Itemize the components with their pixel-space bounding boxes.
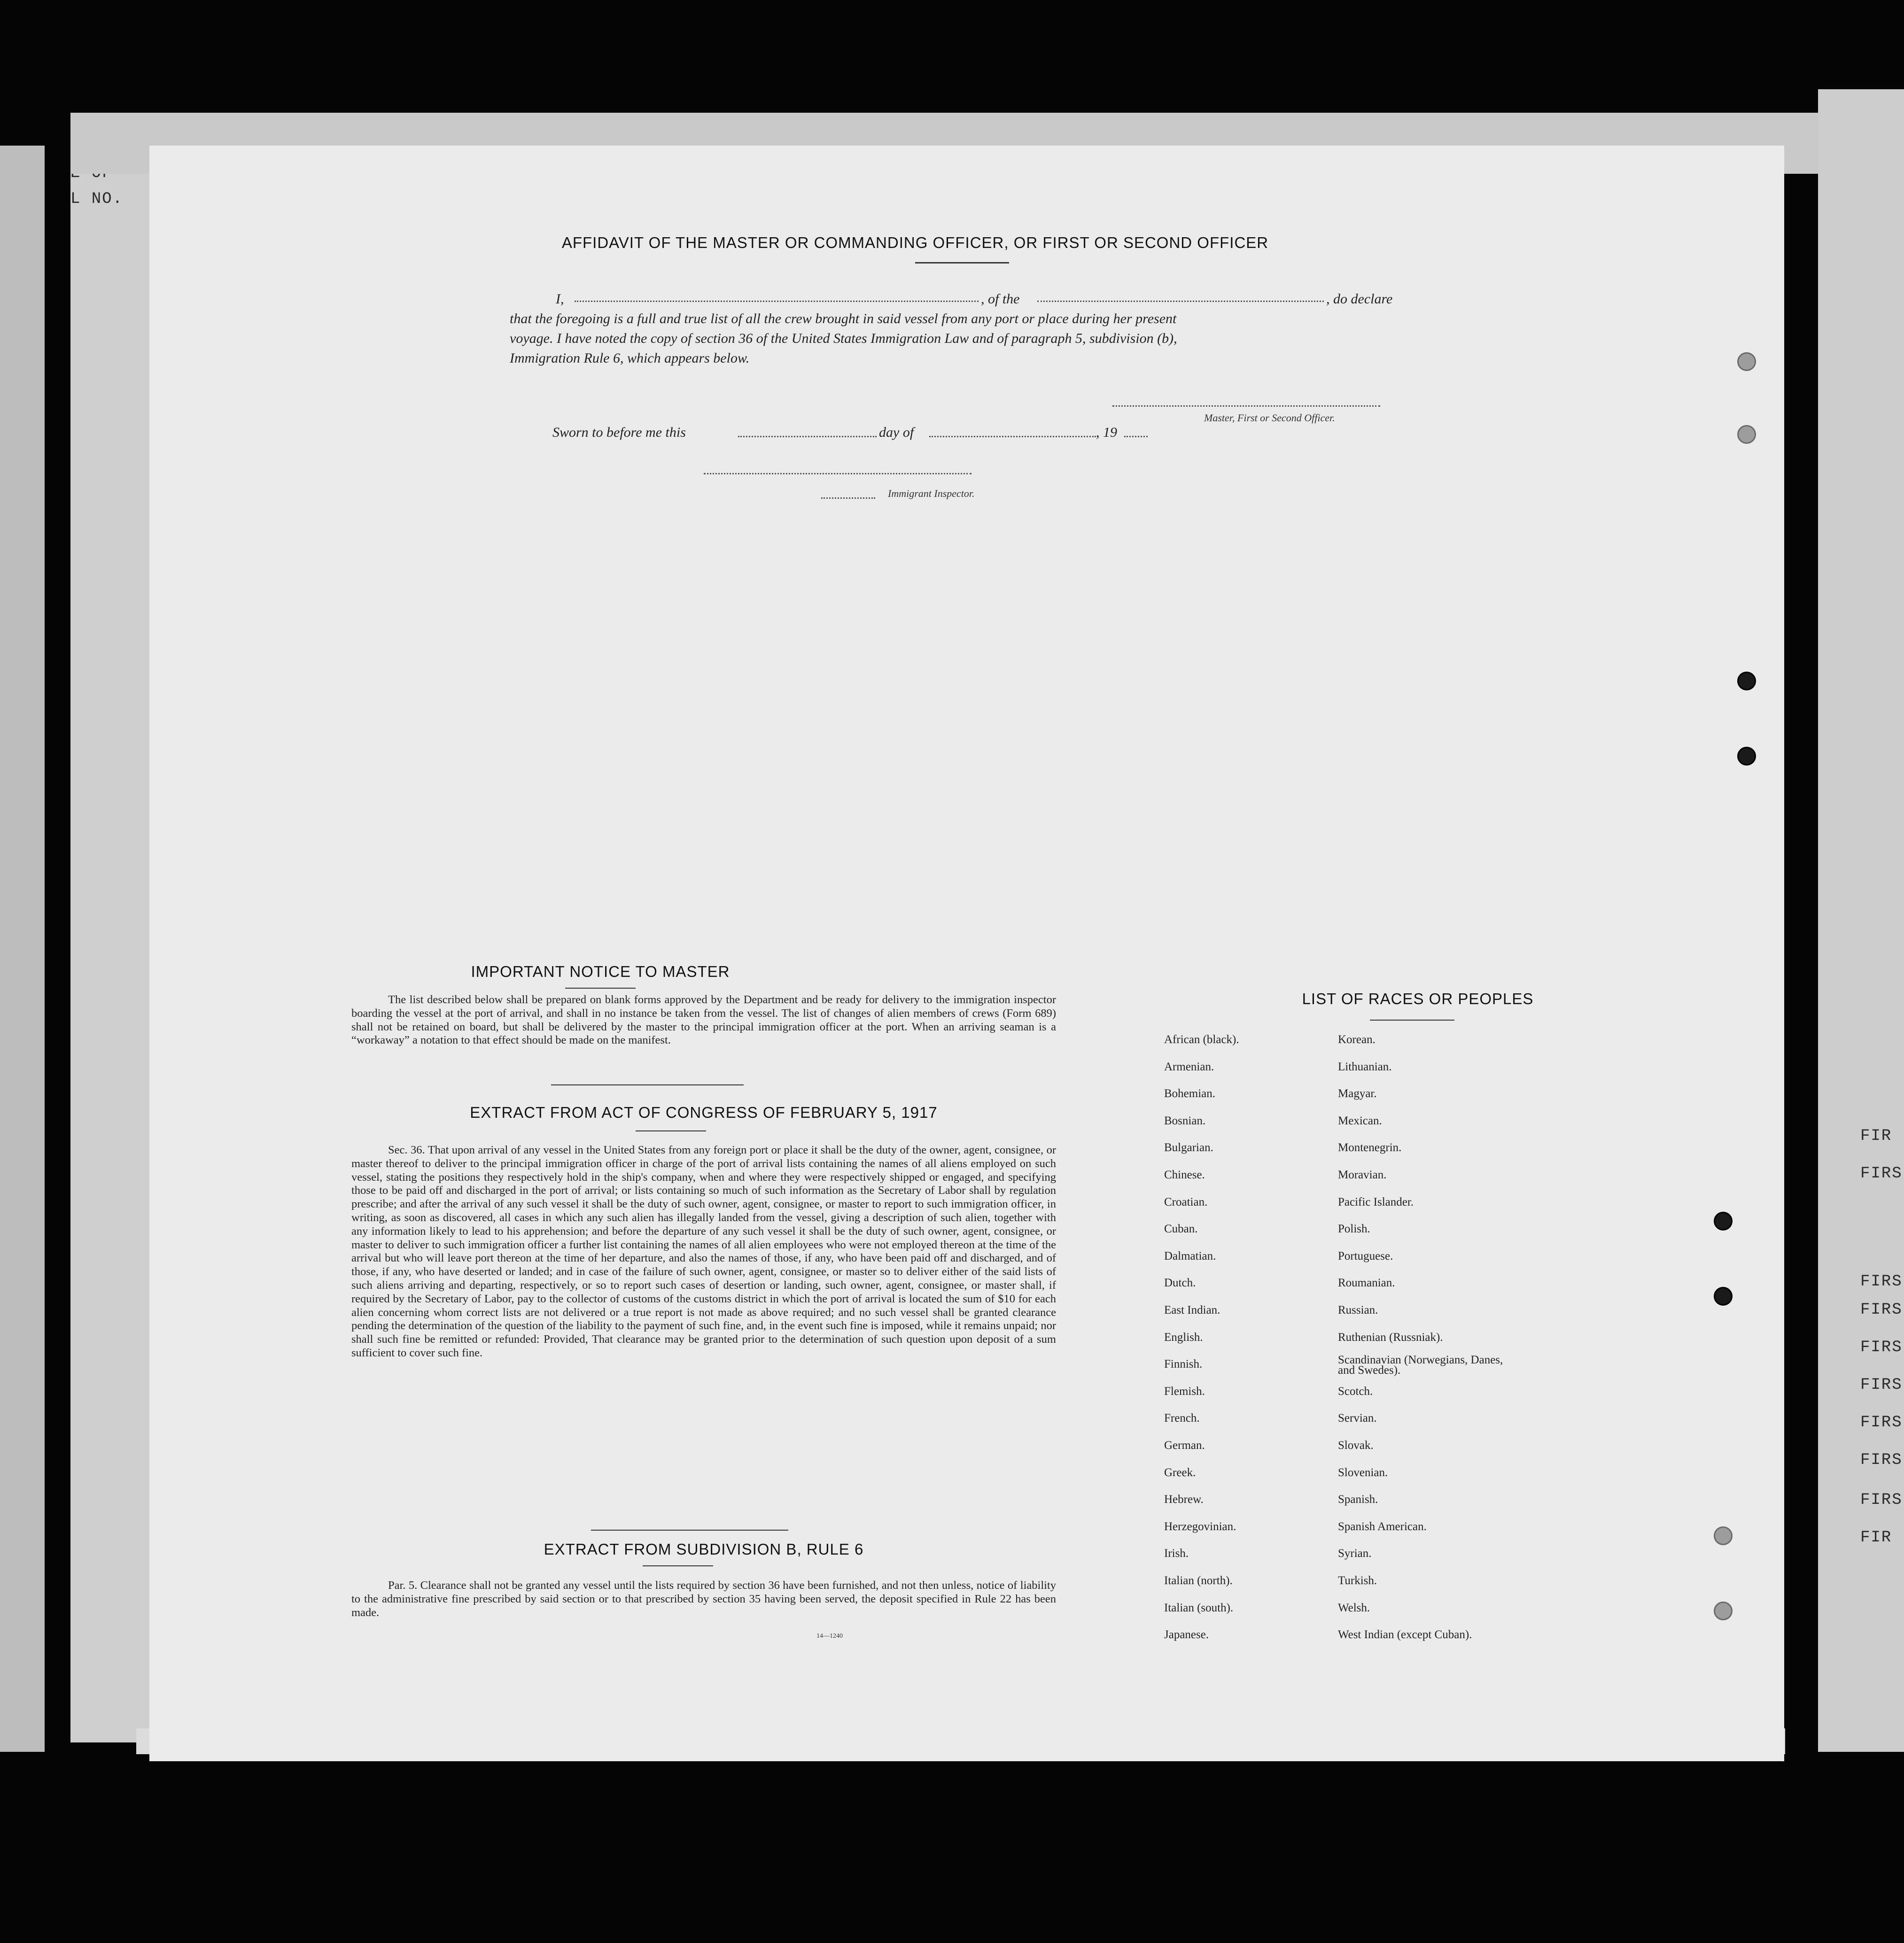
punch-hole (1714, 1602, 1733, 1620)
race-item: Cuban. (1164, 1223, 1198, 1235)
races-left-column (1159, 1033, 1329, 1644)
race-item: Italian (south). (1164, 1602, 1234, 1614)
punch-hole (1737, 672, 1756, 690)
left-edge-sheet (0, 146, 45, 1752)
race-item: French. (1164, 1412, 1200, 1424)
right-strip-label: FIRS (1860, 1376, 1903, 1394)
notice-title: IMPORTANT NOTICE TO MASTER (471, 963, 730, 980)
race-item: Servian. (1338, 1412, 1377, 1424)
notice-text: The list described below shall be prepared on blank forms approved by the Department and be ready for delivery to the immigration inspector boarding the vessel at the port of arrival, and shall in no instance be taken from the vessel. The list of changes of alien members of crews (Form 689) shall not be retained on board, but shall be delivered by the master to the principal immigration officer at the port. When an arriving seaman is a “workaway” a notation to that effect should be made on the manifest. (351, 993, 1056, 1047)
right-strip-label: FIRS (1860, 1414, 1903, 1432)
right-strip-label: FIRS (1860, 1273, 1903, 1291)
race-item: East Indian. (1164, 1304, 1220, 1316)
race-item: Armenian. (1164, 1061, 1214, 1073)
punch-hole (1714, 1287, 1733, 1306)
race-item: Lithuanian. (1338, 1061, 1392, 1073)
race-item: Spanish American. (1338, 1520, 1427, 1533)
sworn-date-blank[interactable] (738, 436, 877, 437)
rule-extract-title: EXTRACT FROM SUBDIVISION B, RULE 6 (544, 1540, 864, 1558)
race-item: Dutch. (1164, 1277, 1196, 1289)
name-blank[interactable] (575, 301, 979, 302)
race-item: West Indian (except Cuban). (1338, 1628, 1472, 1641)
affidavit-line-2: that the foregoing is a full and true list of all the crew brought in said vessel from any port or place during her present (510, 311, 1177, 326)
form-number: 14—1240 (816, 1633, 843, 1640)
race-item: Roumanian. (1338, 1277, 1395, 1289)
affidavit-line-3: voyage. I have noted the copy of section 36 of the United States Immigration Law and of paragraph 5, subdivision (b), (510, 331, 1177, 346)
sworn-day-of: day of (879, 425, 914, 440)
race-item: Slovenian. (1338, 1466, 1388, 1479)
race-item: Turkish. (1338, 1574, 1377, 1587)
punch-hole (1737, 425, 1756, 444)
race-item: Spanish. (1338, 1493, 1378, 1506)
race-item: Polish. (1338, 1223, 1370, 1235)
right-strip-label: FIRS (1860, 1165, 1903, 1183)
race-item: Bulgarian. (1164, 1141, 1213, 1154)
race-item: Bohemian. (1164, 1087, 1216, 1100)
right-strip-label: FIR (1860, 1529, 1892, 1547)
inspector-signature-line[interactable] (704, 473, 971, 474)
race-item: Herzegovinian. (1164, 1520, 1236, 1533)
race-item: Korean. (1338, 1033, 1376, 1046)
sworn-year: , 19 (1096, 425, 1117, 440)
affidavit-of-the: , of the (981, 291, 1020, 307)
underlying-sheet-right (1818, 89, 1904, 1752)
sworn-year-blank[interactable] (1124, 436, 1148, 437)
vessel-blank[interactable] (1037, 301, 1324, 302)
race-item: German. (1164, 1439, 1205, 1452)
right-strip-label: FIR (1860, 1127, 1892, 1145)
race-item: Finnish. (1164, 1358, 1203, 1370)
master-signature-line[interactable] (1112, 405, 1380, 407)
race-item: Syrian. (1338, 1547, 1372, 1560)
race-item: Japanese. (1164, 1628, 1209, 1641)
sworn-month-blank[interactable] (929, 436, 1096, 437)
race-item: Russian. (1338, 1304, 1378, 1316)
underlying-header-2: L NO. (70, 190, 124, 208)
race-item: Hebrew. (1164, 1493, 1204, 1506)
notice-end-rule (551, 1084, 744, 1085)
race-item: Pacific Islander. (1338, 1196, 1414, 1208)
affidavit-declare: , do declare (1326, 291, 1393, 307)
race-item: Slovak. (1338, 1439, 1374, 1452)
act-extract-rule (636, 1130, 706, 1131)
title-rule (915, 262, 1009, 263)
inspector-lead-dots (821, 497, 875, 499)
race-item: Scandinavian (Norwegians, Danes, and Swedes). (1338, 1354, 1503, 1377)
races-right-column (1338, 1033, 1582, 1644)
notice-rule (565, 988, 636, 989)
punch-hole (1714, 1212, 1733, 1231)
rule-extract-rule (643, 1565, 713, 1566)
right-strip-label: FIRS (1860, 1451, 1903, 1469)
form-page (149, 146, 1784, 1761)
races-rule (1370, 1020, 1454, 1021)
punch-hole (1737, 352, 1756, 371)
race-item: Irish. (1164, 1547, 1189, 1560)
race-item: Dalmatian. (1164, 1250, 1216, 1262)
rule-extract-text: Par. 5. Clearance shall not be granted any vessel until the lists required by section 36 have been furnished, and not then unless, notice of liability to the administrative fine prescribed by said section or to that prescribed by section 35 having been served, the deposit specified in Rule 22 has been made. (351, 1579, 1056, 1619)
act-extract-end-rule (591, 1530, 788, 1531)
race-item: Mexican. (1338, 1115, 1382, 1127)
inspector-label: Immigrant Inspector. (888, 488, 975, 499)
race-item: Montenegrin. (1338, 1141, 1402, 1154)
race-item: Italian (north). (1164, 1574, 1233, 1587)
race-item: Bosnian. (1164, 1115, 1206, 1127)
act-extract-text: Sec. 36. That upon arrival of any vessel in the United States from any foreign port or place it shall be the duty of the owner, agent, consignee, or master thereof to deliver to the principal immigration officer in charge of the port of arrival lists containing the names of all aliens employed on such vessel, stating the positions they respectively hold in the ship's company, when and where they were respectively shipped or engaged, and specifying those to be paid off and discharged in the port of arrival; or lists containing so much of such information as the Secretary of Labor shall by regulation prescribe; and after the arrival of any such vessel it shall be the duty of such owner, agent, consignee, or master to report to such immigration officer, in writing, as soon as discovered, all cases in which any such alien has illegally landed from the vessel, giving a description of such alien, together with any information likely to lead to his apprehension; and before the departure of any such vessel it shall be the duty of such owner, agent, consignee, or master to deliver to such immigration officer a further list containing the names of all alien employees who were not employed thereon at the time of the arrival but who will leave port thereon at the time of her departure, and also the names of those, if any, who have been paid off and discharged, and of those, if any, who have deserted or landed; and in case of the failure of such owner, agent, consignee, or master so to deliver either of the said lists of such aliens arriving and departing, respectively, or so to report such cases of desertion or landing, such owner, agent, consignee, or master shall, if required by the Secretary of Labor, pay to the collector of customs of the customs district in which the port of arrival is located the sum of $10 for each alien concerning whom correct lists are not delivered or a true report is not made as above required; and no such vessel shall be granted clearance pending the determination of the question of the liability to the payment of such fine, and, in the event such fine is imposed, while it remains unpaid; nor shall such fine be remitted or refunded: Provided, That clearance may be granted prior to the determination of such question upon deposit of a sum sufficient to cover such fine. (351, 1144, 1056, 1359)
race-item: English. (1164, 1331, 1203, 1344)
races-title: LIST OF RACES OR PEOPLES (1302, 990, 1534, 1007)
race-item: Portuguese. (1338, 1250, 1393, 1262)
race-item: African (black). (1164, 1033, 1239, 1046)
right-strip-label: FIRS (1860, 1301, 1903, 1319)
race-item: Greek. (1164, 1466, 1196, 1479)
affidavit-i: I, (556, 291, 564, 307)
act-extract-title: EXTRACT FROM ACT OF CONGRESS OF FEBRUARY 5, 1917 (470, 1104, 938, 1121)
race-item: Ruthenian (Russniak). (1338, 1331, 1443, 1344)
punch-hole (1714, 1526, 1733, 1545)
right-strip-label: FIRS (1860, 1491, 1903, 1509)
right-strip-label: FIRS (1860, 1339, 1903, 1356)
race-item: Welsh. (1338, 1602, 1370, 1614)
race-item: Flemish. (1164, 1385, 1205, 1398)
race-item: Chinese. (1164, 1169, 1205, 1181)
race-item: Croatian. (1164, 1196, 1208, 1208)
race-item: Moravian. (1338, 1169, 1387, 1181)
race-item: Magyar. (1338, 1087, 1377, 1100)
race-item: Scotch. (1338, 1385, 1373, 1398)
punch-hole (1737, 747, 1756, 766)
affidavit-title: AFFIDAVIT OF THE MASTER OR COMMANDING OFFICER, OR FIRST OR SECOND OFFICER (561, 234, 1269, 251)
master-signature-label: Master, First or Second Officer. (1204, 412, 1335, 424)
sworn-prefix: Sworn to before me this (552, 425, 686, 440)
affidavit-line-4: Immigration Rule 6, which appears below. (510, 350, 750, 366)
